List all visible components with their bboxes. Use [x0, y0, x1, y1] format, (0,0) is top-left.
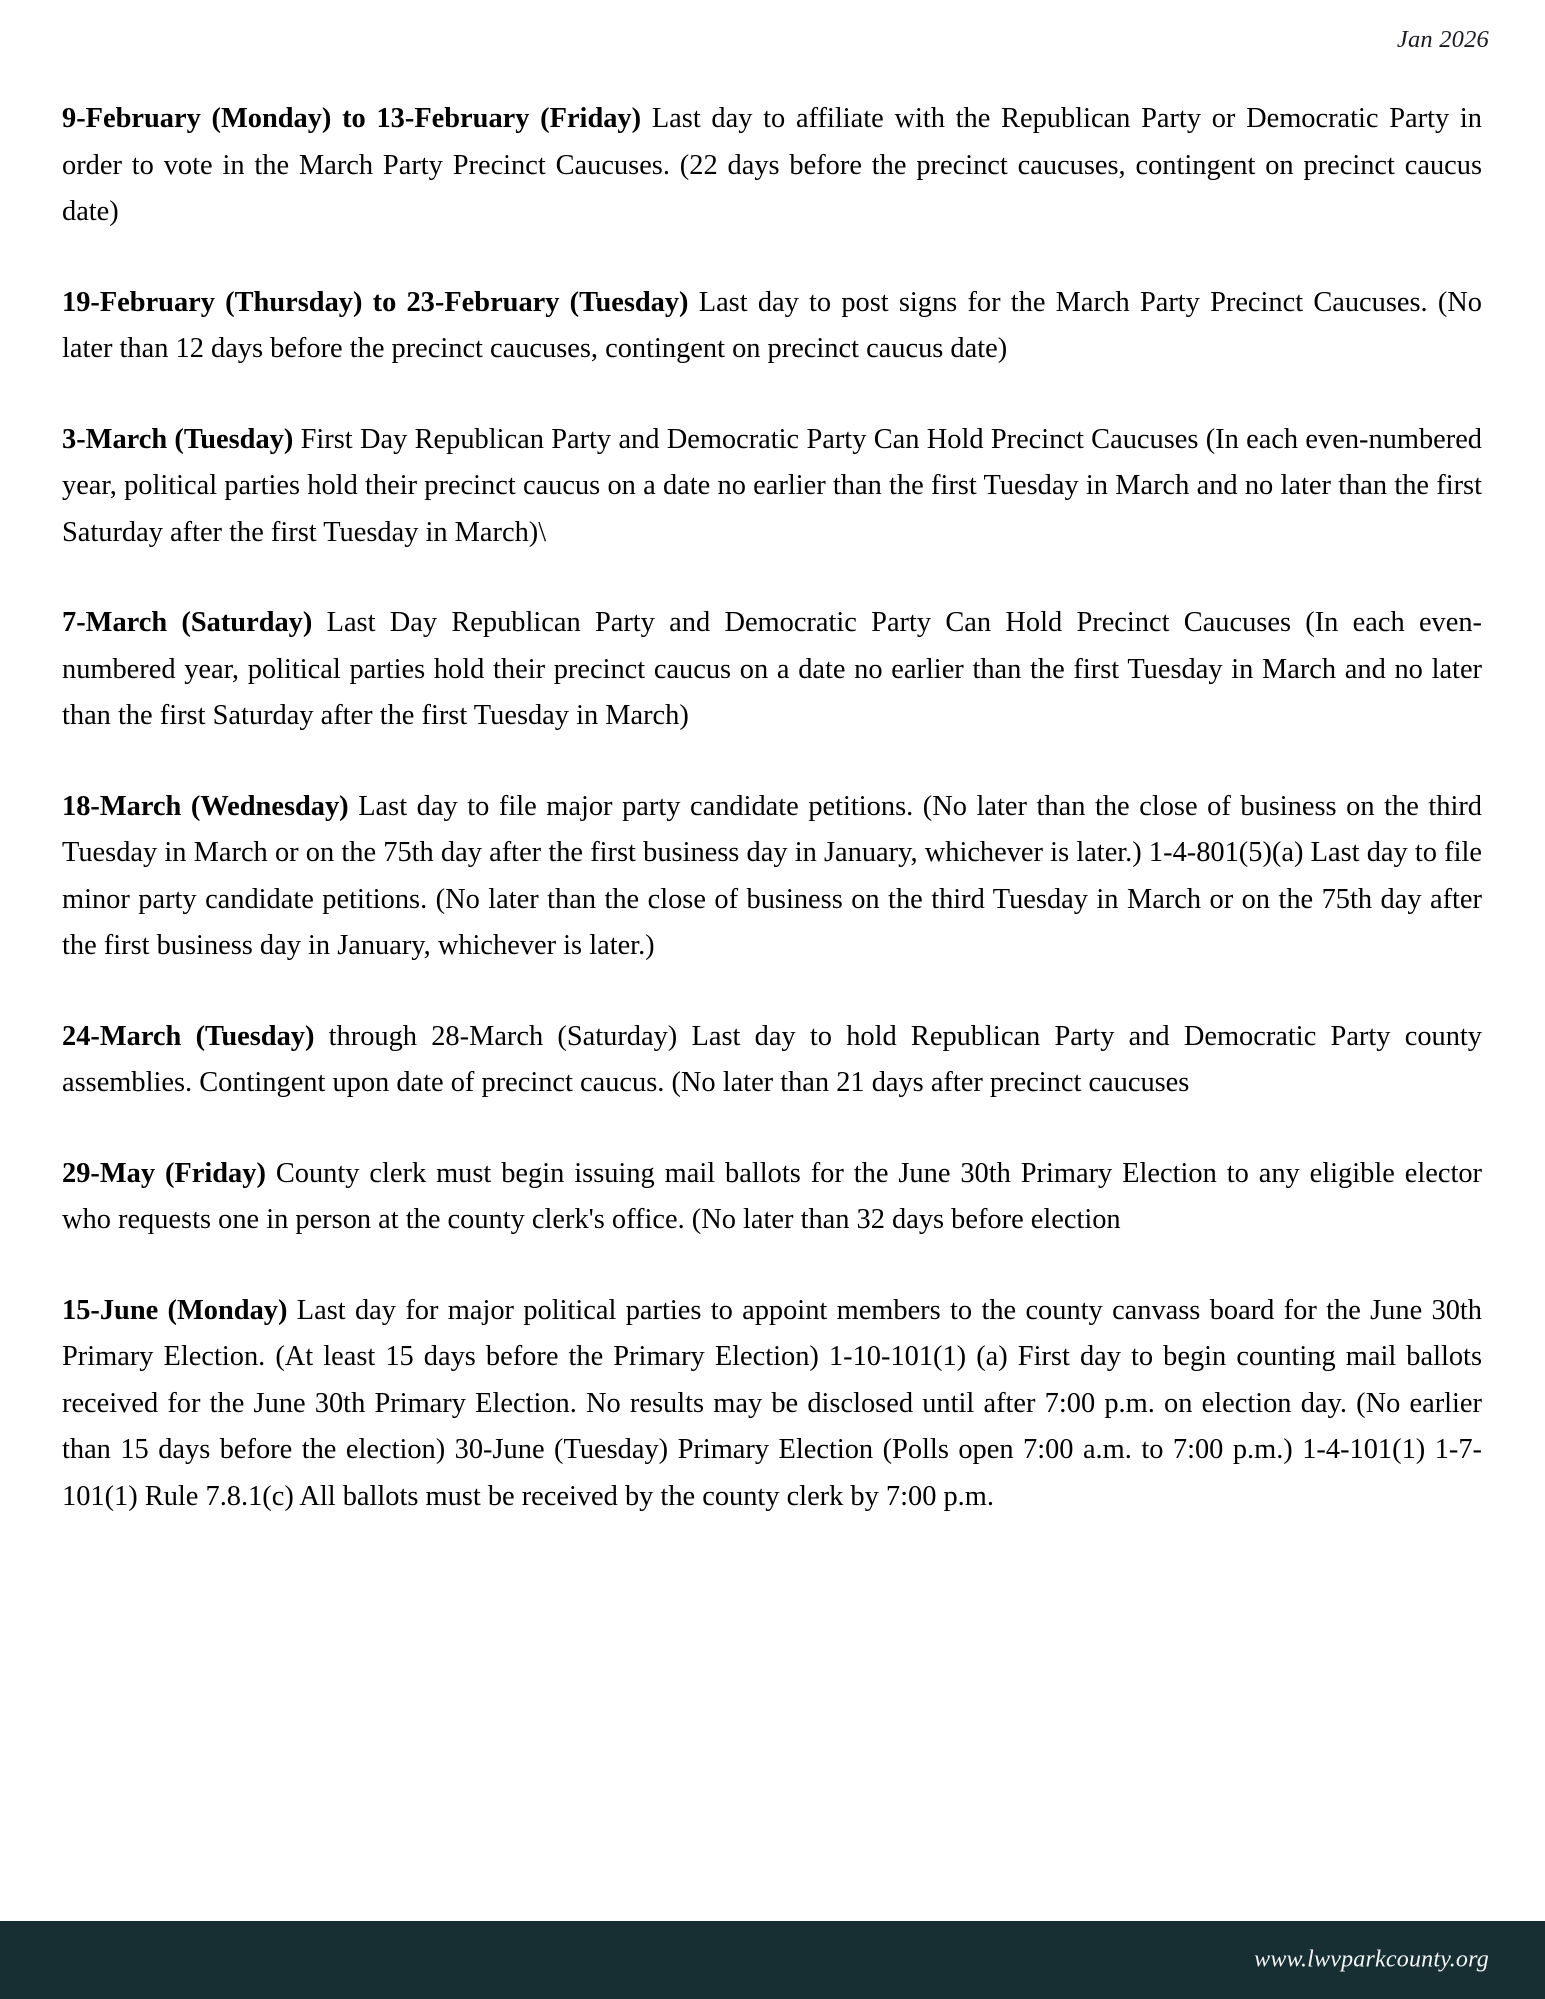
- entry-body-text: Last day to post signs for the March Party Precinct Caucuses. (No later than 12 days before the precinct caucuses, contingent on precinct caucus date): [62, 286, 1483, 364]
- header-date-label: Jan 2026: [1396, 26, 1489, 53]
- entry-date-lead: 9-February (Monday) to 13-February (Friday): [62, 103, 642, 134]
- entry-date-lead: 18-March (Wednesday): [62, 790, 349, 822]
- entry-body-text: Last day for major political parties to appoint members to the county canvass board for the June 30th Primary Election. (At least 15 days before the Primary Election) 1-10-101(1) (a) First day to begin counting mail ballots received for the June 30th Primary Election. No results may be disclosed until after 7:00 p.m. on election day. (No earlier than 15 days before the election) 30-June (Tuesday) Primary Election (Polls open 7:00 a.m. to 7:00 p.m.) 1-4-101(1) 1-7-101(1) Rule 7.8.1(c) All ballots must be received by the county clerk by 7:00 p.m.: [62, 1294, 1482, 1512]
- calendar-entry: [62, 1288, 1482, 1521]
- entry-date-lead: 29-May (Friday): [62, 1157, 266, 1189]
- entry-date-lead: 15-June (Monday): [62, 1294, 288, 1326]
- entry-body-text: through 28-March (Saturday) Last day to hold Republican Party and Democratic Party county assemblies. Contingent upon date of precinct caucus. (No later than 21 days after precinct caucuses: [62, 1020, 1482, 1098]
- footer-website-url[interactable]: www.lwvparkcounty.org: [1254, 1946, 1489, 1973]
- page-footer-bar: [0, 1921, 1545, 1999]
- calendar-entry: [62, 1151, 1482, 1244]
- entry-body-text: Last Day Republican Party and Democratic Party Can Hold Precinct Caucuses (In each even-numbered year, political parties hold their precinct caucus on a date no earlier than the first Tuesday in March and no later than the first Saturday after the first Tuesday in March): [62, 607, 1482, 731]
- calendar-entry: [62, 417, 1482, 557]
- entry-body-text: First Day Republican Party and Democratic Party Can Hold Precinct Caucuses (In each even-numbered year, political parties hold their precinct caucus on a date no earlier than the first Tuesday in March and no later than the first Saturday after the first Tuesday in March)\: [62, 423, 1482, 548]
- calendar-entry: [62, 1014, 1482, 1107]
- entry-body-text: County clerk must begin issuing mail ballots for the June 30th Primary Election to any eligible elector who requests one in person at the county clerk's office. (No later than 32 days before election: [62, 1157, 1482, 1235]
- entry-body-text: Last day to file major party candidate petitions. (No later than the close of business on the third Tuesday in March or on the 75th day after the first business day in January, whichever is later.) 1-4-801(5)(a) Last day to file minor party candidate petitions. (No later than the close of business on the third Tuesday in March or on the 75th day after the first business day in January, whichever is later.): [62, 790, 1482, 961]
- calendar-entry: [62, 280, 1482, 373]
- entry-date-lead: 3-March (Tuesday): [62, 423, 294, 455]
- entry-date-lead: 24-March (Tuesday): [62, 1020, 315, 1052]
- calendar-entries-list: [62, 96, 1482, 1520]
- calendar-entry: [62, 600, 1482, 740]
- calendar-entry: [62, 784, 1482, 970]
- entry-date-lead: 19-February (Thursday) to 23-February (Tuesday): [62, 286, 689, 318]
- calendar-entry: [62, 96, 1482, 236]
- entry-body-text: Last day to affiliate with the Republican Party or Democratic Party in order to vote in the March Party Precinct Caucuses. (22 days before the precinct caucuses, contingent on precinct caucus date): [62, 103, 1482, 227]
- entry-date-lead: 7-March (Saturday): [62, 607, 313, 638]
- page-header: [60, 26, 1489, 60]
